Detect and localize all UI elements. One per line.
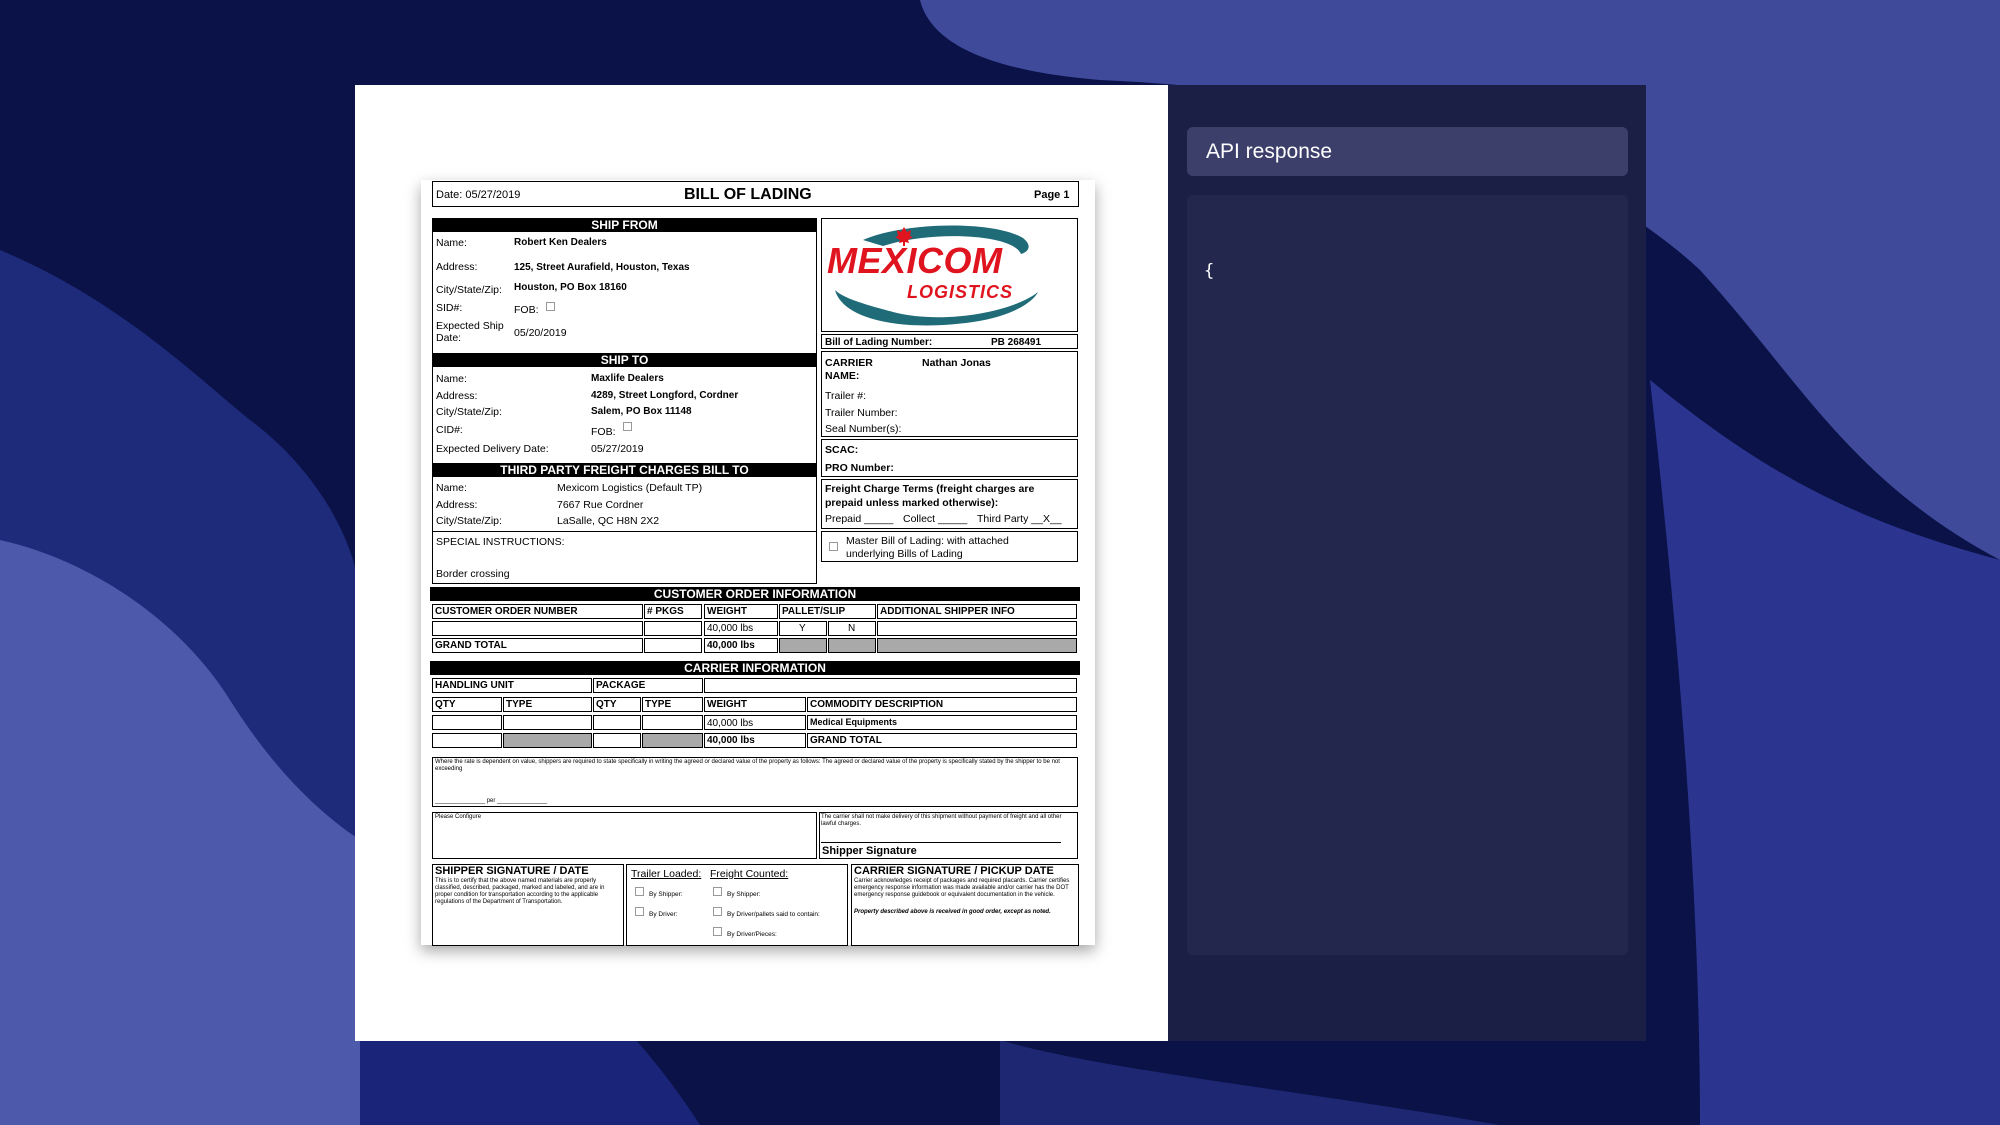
table-cell: [503, 715, 592, 730]
carrier-grand-total-label: GRAND TOTAL: [810, 735, 882, 746]
by-driver-pallets-checkbox[interactable]: [713, 907, 722, 916]
table-row: [432, 621, 643, 636]
bol-page: Page 1: [1034, 189, 1070, 201]
api-response-body: [1187, 195, 1628, 955]
freight-terms-text-2: prepaid unless marked otherwise):: [825, 497, 999, 509]
table-cell: [877, 621, 1077, 636]
bol-date: Date: 05/27/2019: [436, 189, 521, 201]
freight-counted-title: Freight Counted:: [710, 868, 789, 880]
ship-from-fob-checkbox[interactable]: [546, 302, 555, 311]
header-additional: ADDITIONAL SHIPPER INFO: [880, 606, 1015, 617]
carrier-name-value: Nathan Jonas: [922, 357, 991, 369]
signature-line: [821, 842, 1061, 843]
third-party-name: Mexicom Logistics (Default TP): [557, 482, 703, 494]
table-cell: [432, 733, 502, 748]
special-instructions-label: SPECIAL INSTRUCTIONS:: [436, 536, 565, 548]
carrier-signature-received: Property described above is received in good order, except as noted.: [854, 909, 1051, 915]
divider: [432, 531, 817, 532]
table-cell: [642, 715, 703, 730]
carrier-name-label-2: NAME:: [825, 370, 860, 382]
please-configure-box: [432, 812, 817, 859]
third-party-city: LaSalle, QC H8N 2X2: [557, 515, 660, 527]
header-order-number: CUSTOMER ORDER NUMBER: [435, 606, 578, 617]
header-weight: WEIGHT: [707, 606, 747, 617]
ship-from-address: 125, Street Aurafield, Houston, Texas: [514, 262, 690, 273]
trailer-number-label: Trailer Number:: [825, 407, 898, 419]
header-hu-qty: QTY: [435, 699, 456, 710]
grand-total-label: GRAND TOTAL: [435, 640, 507, 651]
table-cell: [779, 638, 827, 653]
header-pkgs: # PKGS: [647, 606, 684, 617]
table-cell: [644, 638, 702, 653]
value-per-line: _______________ per _______________: [435, 798, 548, 804]
master-bol-text: Master Bill of Lading: with attached: [846, 535, 1009, 547]
shipper-signature-label: Shipper Signature: [822, 845, 917, 857]
by-driver-pallets-label: By Driver/pallets said to contain:: [727, 911, 820, 918]
table-cell: [877, 638, 1077, 653]
third-party-address-label: Address:: [436, 499, 478, 511]
table-cell: [642, 733, 703, 748]
ship-to-city-label: City/State/Zip:: [436, 406, 502, 418]
by-driver-checkbox[interactable]: [635, 907, 644, 916]
ship-to-address-label: Address:: [436, 390, 478, 402]
third-party-city-label: City/State/Zip:: [436, 515, 502, 527]
handling-unit-label: HANDLING UNIT: [435, 680, 514, 691]
carrier-row-weight: 40,000 lbs: [707, 718, 754, 729]
ship-from-fob-label: FOB:: [514, 304, 539, 316]
table-cell: [828, 638, 876, 653]
api-response-panel: [1168, 85, 1646, 1041]
by-driver-pieces-label: By Driver/Pieces:: [727, 931, 777, 938]
ship-to-city: Salem, PO Box 11148: [591, 406, 692, 417]
ship-from-name: Robert Ken Dealers: [514, 237, 607, 248]
table-cell: [704, 678, 1077, 693]
ship-to-address: 4289, Street Longford, Cordner: [591, 390, 739, 401]
bol-title: BILL OF LADING: [684, 186, 812, 203]
ship-to-name-label: Name:: [436, 373, 467, 385]
carrier-signature-title: CARRIER SIGNATURE / PICKUP DATE: [854, 865, 1054, 877]
by-shipper-count-label: By Shipper:: [727, 891, 761, 898]
ship-to-fob-checkbox[interactable]: [623, 422, 632, 431]
shipper-signature-text: This is to certify that the above named materials are properly classified, described, packaged, marked and labeled, and are in proper condition for transportation according to the applicable regulations of the Department of Transportation.: [435, 878, 605, 905]
table-cell: [593, 715, 641, 730]
scac-label: SCAC:: [825, 444, 859, 456]
grand-total-weight: 40,000 lbs: [707, 640, 755, 651]
by-shipper-label: By Shipper:: [649, 891, 683, 898]
carrier-total-weight: 40,000 lbs: [707, 735, 755, 746]
ship-to-name: Maxlife Dealers: [591, 373, 664, 384]
ship-to-cid-label: CID#:: [436, 424, 463, 436]
carrier-name-label: CARRIER: [825, 357, 873, 369]
bol-number-value: PB 268491: [991, 337, 1042, 348]
ship-from-heading: SHIP FROM: [432, 218, 817, 232]
pallet-y: Y: [799, 623, 806, 634]
ship-from-city: Houston, PO Box 18160: [514, 282, 627, 293]
third-party-heading: THIRD PARTY FREIGHT CHARGES BILL TO: [432, 463, 817, 477]
ship-from-sid-label: SID#:: [436, 302, 463, 314]
api-response-text: {: [1204, 261, 1215, 281]
ship-to-expected-label: Expected Delivery Date:: [436, 443, 549, 455]
ship-to-expected-date: 05/27/2019: [591, 443, 644, 455]
package-label: PACKAGE: [596, 680, 646, 691]
shipper-signature-title: SHIPPER SIGNATURE / DATE: [435, 865, 589, 877]
freight-prepaid: Prepaid _____: [825, 513, 894, 525]
ship-from-city-label: City/State/Zip:: [436, 284, 502, 296]
ship-from-address-label: Address:: [436, 261, 478, 273]
by-shipper-checkbox[interactable]: [635, 887, 644, 896]
header-commodity: COMMODITY DESCRIPTION: [810, 699, 944, 710]
header-pkg-type: TYPE: [645, 699, 672, 710]
ship-from-name-label: Name:: [436, 237, 467, 249]
freight-collect: Collect _____: [903, 513, 968, 525]
commodity-description: Medical Equipments: [810, 717, 898, 727]
api-response-header: API response: [1187, 127, 1628, 176]
ship-from-expected-label: Expected Ship: [436, 320, 504, 332]
third-party-name-label: Name:: [436, 482, 467, 494]
carrier-info-heading: CARRIER INFORMATION: [430, 661, 1080, 675]
pro-number-label: PRO Number:: [825, 462, 894, 474]
table-cell: [644, 621, 702, 636]
header-pallet: PALLET/SLIP: [782, 606, 846, 617]
table-cell: [593, 733, 641, 748]
logo-text-mexicom: MEXICOM: [827, 240, 1003, 281]
table-cell: [503, 733, 592, 748]
carrier-signature-text: Carrier acknowledges receipt of packages and required placards. Carrier certifies emergency response information was made available and/or carrier has the DOT emergency response guidebook or equivalent documentation in the vehicle.: [854, 878, 1070, 898]
header-hu-type: TYPE: [506, 699, 533, 710]
bol-number-label: Bill of Lading Number:: [825, 337, 933, 348]
header-carrier-weight: WEIGHT: [707, 699, 747, 710]
master-bol-checkbox[interactable]: [829, 542, 838, 551]
third-party-address: 7667 Rue Cordner: [557, 499, 644, 511]
seal-number-label: Seal Number(s):: [825, 423, 902, 435]
by-shipper-count-checkbox[interactable]: [713, 887, 722, 896]
master-bol-text-2: underlying Bills of Lading: [846, 548, 963, 560]
value-note-text: Where the rate is dependent on value, shippers are required to state specifically in writing the agreed or declared value of the property as follows: The agreed or declared value of the property is specifically stated by the shipper to be not exceeding: [435, 759, 1060, 772]
by-driver-pieces-checkbox[interactable]: [713, 927, 722, 936]
ship-from-expected-date: 05/20/2019: [514, 327, 567, 339]
trailer-loaded-title: Trailer Loaded:: [631, 868, 702, 880]
header-pkg-qty: QTY: [596, 699, 617, 710]
freight-terms-text: Freight Charge Terms (freight charges are: [825, 483, 1035, 495]
freight-third-party: Third Party __X__: [977, 513, 1062, 525]
order-weight: 40,000 lbs: [707, 623, 754, 634]
delivery-note-text: The carrier shall not make delivery of this shipment without payment of freight and all other lawful charges.: [821, 814, 1062, 827]
trailer-label: Trailer #:: [825, 390, 867, 402]
bill-of-lading: [421, 180, 1095, 945]
pallet-n: N: [848, 623, 856, 634]
special-instructions-value: Border crossing: [436, 568, 510, 580]
please-configure-text: Please Configure: [435, 814, 482, 820]
logo-text-logistics: LOGISTICS: [907, 282, 1014, 302]
by-driver-label: By Driver:: [649, 911, 678, 918]
table-cell: [432, 715, 502, 730]
ship-to-heading: SHIP TO: [432, 353, 817, 367]
ship-to-fob-label: FOB:: [591, 426, 616, 438]
ship-from-expected-label-2: Date:: [436, 332, 462, 344]
customer-order-heading: CUSTOMER ORDER INFORMATION: [430, 587, 1080, 601]
